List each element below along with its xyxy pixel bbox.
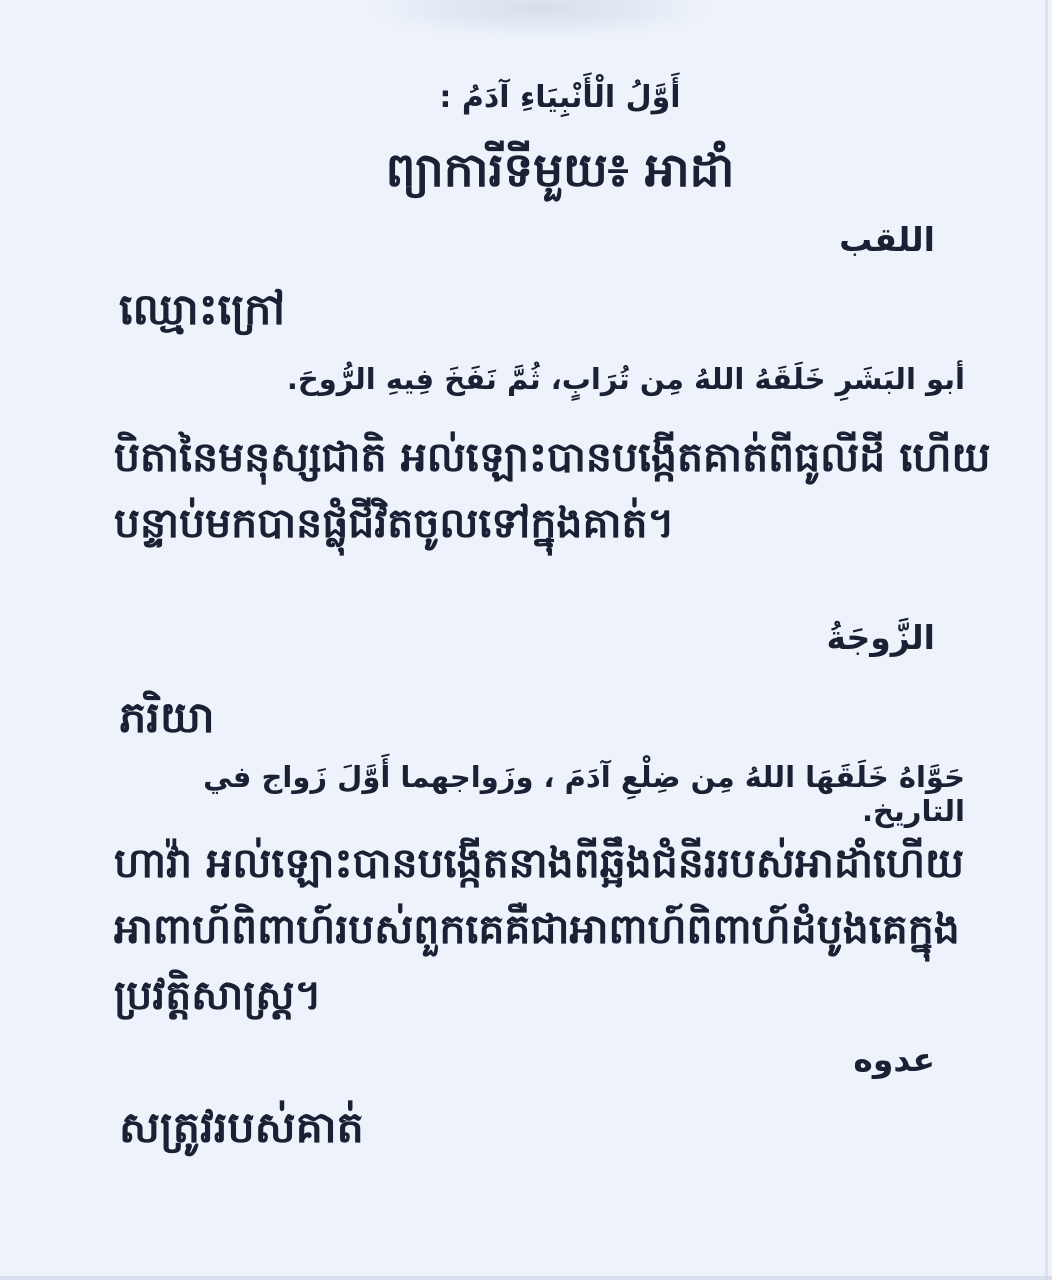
khmer-paragraph-line: ហាវ៉ា អល់ឡោះបានបង្កើតនាងពីឆ្អឹងជំនីររបស់អាដាំហើយ: [114, 839, 965, 887]
section-nickname-arabic-label: اللقب: [839, 220, 935, 259]
section-wife-khmer-label: ភរិយា: [119, 693, 215, 743]
section-wife-arabic-label: الزَّوجَةُ: [826, 618, 935, 657]
scan-smudge: [360, 0, 720, 38]
section-nickname-arabic-text: أبو البَشَرِ خَلَقَهُ اللهُ مِن تُرَابٍ، ثُمَّ نَفَخَ فِيهِ الرُّوحَ.: [286, 362, 965, 396]
arabic-page-title: أَوَّلُ الْأَنْبِيَاءِ آدَمُ :: [439, 80, 681, 115]
section-nickname-khmer-label: ឈ្មោះក្រៅ: [119, 285, 286, 335]
section-enemy-arabic-label: عدوه: [853, 1040, 935, 1079]
section-nickname-khmer-paragraph: [114, 424, 991, 556]
section-wife-khmer-paragraph: [114, 830, 972, 1028]
khmer-page-title: ព្យាការីទីមួយ៖ អាដាំ: [385, 143, 735, 198]
khmer-paragraph-line: បន្ទាប់មកបានផ្លុំជីវិតចូលទៅក្នុងគាត់។: [114, 499, 675, 547]
section-enemy-khmer-label: សត្រូវរបស់គាត់: [119, 1103, 364, 1153]
section-wife-arabic-text: حَوَّاهُ خَلَقَهَا اللهُ مِن ضِلْعِ آدَمَ ، وزَواجهما أَوَّلَ زَواج في التاريخ.: [203, 760, 965, 828]
khmer-paragraph-line: បិតានៃមនុស្សជាតិ អល់ឡោះបានបង្កើតគាត់ពីធូលីដី ហើយ: [114, 433, 991, 481]
scan-edge-bottom: [0, 1276, 1052, 1280]
khmer-paragraph-line: ប្រវត្តិសាស្ត្រ។: [114, 971, 322, 1019]
khmer-paragraph-line: អាពាហ៍ពិពាហ៍របស់ពួកគេគឺជាអាពាហ៍ពិពាហ៍ដំបូងគេក្នុង: [114, 905, 960, 953]
